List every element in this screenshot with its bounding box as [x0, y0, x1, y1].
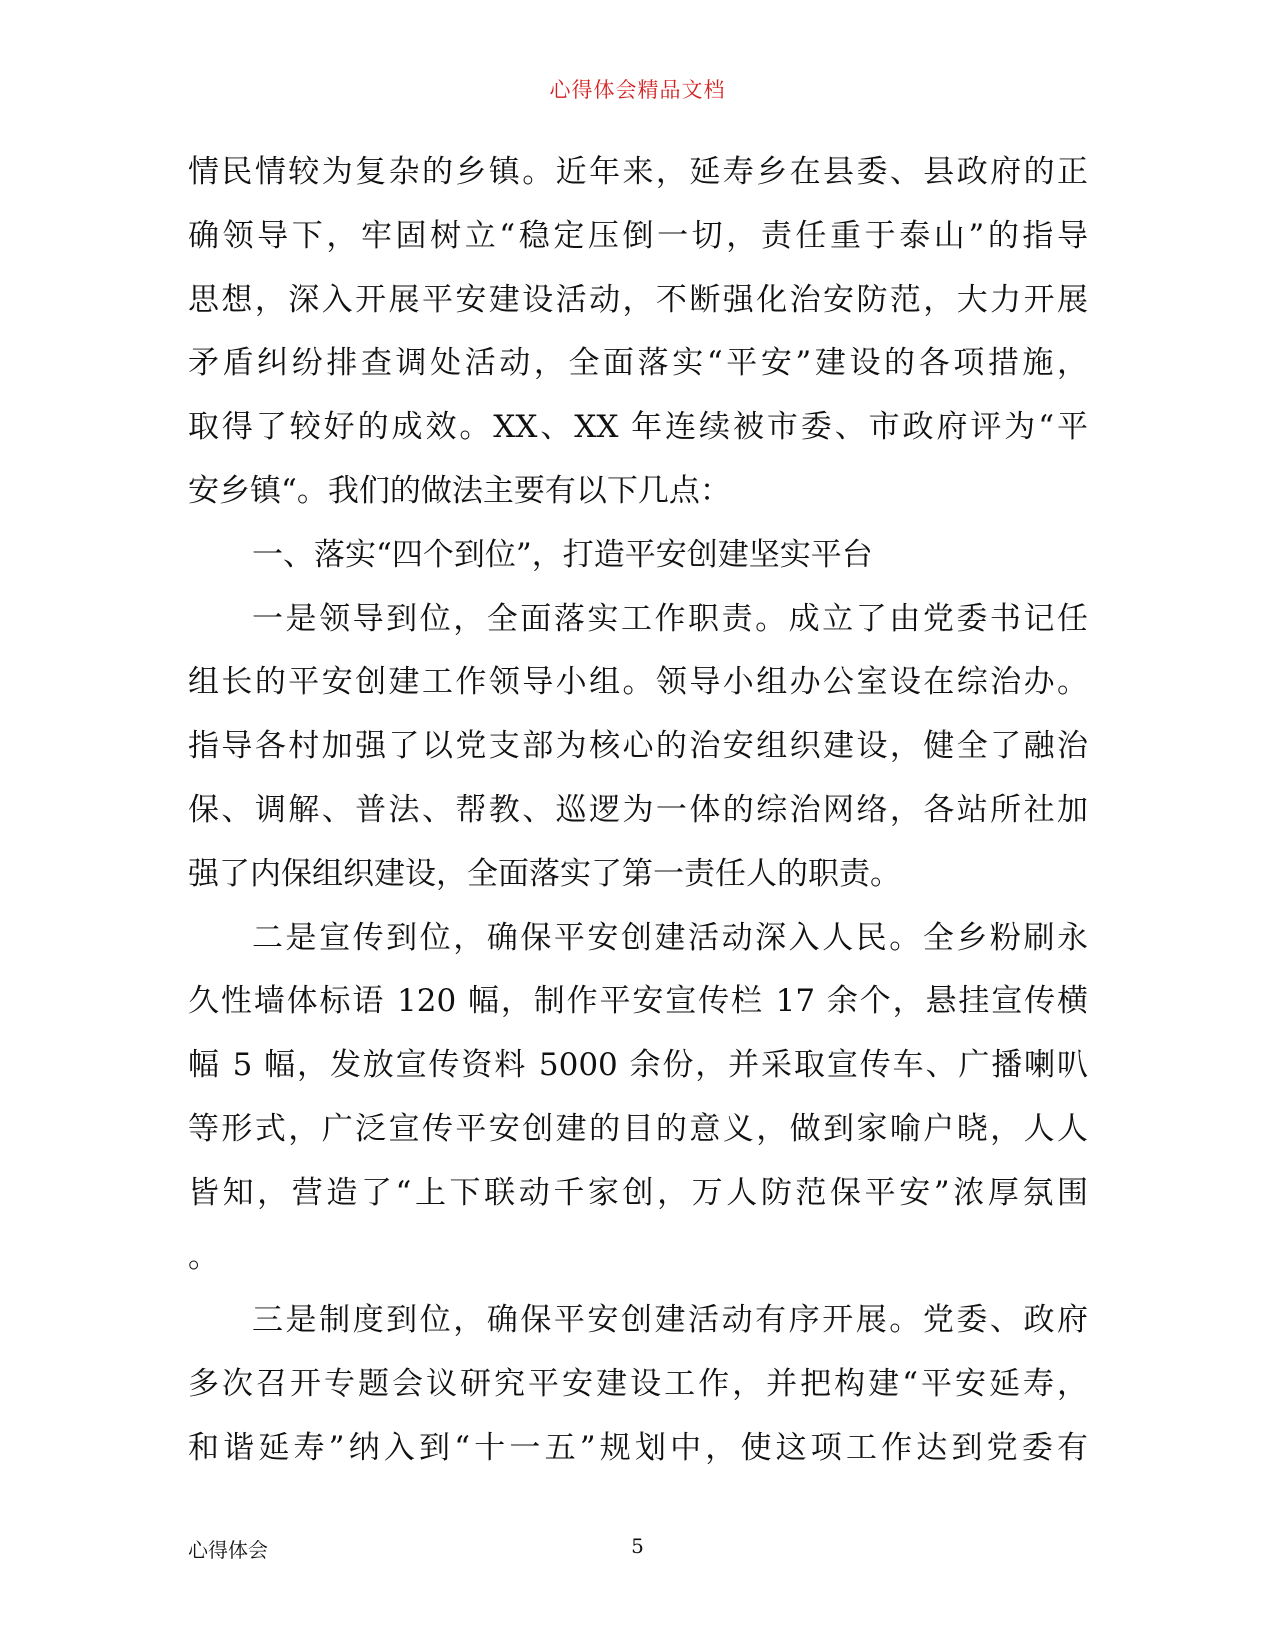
page-number: 5 — [631, 1534, 644, 1558]
text-line: 强了内保组织建设，全面落实了第一责任人的职责。 — [188, 855, 901, 892]
page-header-title: 心得体会精品文档 — [549, 78, 726, 102]
text-line: 指导各村加强了以党支部为核心的治安组织建设，健全了融治 — [188, 728, 1088, 765]
text-line: 久性墙体标语 120 幅，制作平安宣传栏 17 余个，悬挂宣传横 — [188, 983, 1088, 1020]
document-body — [188, 141, 1088, 1481]
text-line: 等形式，广泛宣传平安创建的目的意义，做到家喻户晓，人人 — [188, 1110, 1088, 1147]
text-line: 幅 5 幅，发放宣传资料 5000 余份，并采取宣传车、广播喇叭 — [188, 1047, 1088, 1084]
text-line: 多次召开专题会议研究平安建设工作，并把构建“平安延寿， — [188, 1366, 1088, 1403]
text-line: 保、调解、普法、帮教、巡逻为一体的综治网络，各站所社加 — [188, 791, 1088, 828]
text-line: 。 — [188, 1238, 219, 1275]
section-heading: 一、落实“四个到位”，打造平安创建坚实平台 — [252, 536, 873, 573]
text-line: 矛盾纠纷排查调处活动，全面落实“平安”建设的各项措施， — [188, 345, 1088, 382]
text-line: 情民情较为复杂的乡镇。近年来，延寿乡在县委、县政府的正 — [188, 154, 1088, 190]
text-line: 安乡镇“。我们的做法主要有以下几点： — [188, 472, 731, 509]
footer-label: 心得体会 — [188, 1538, 268, 1562]
text-line: 皆知，营造了“上下联动千家创，万人防范保平安”浓厚氛围 — [188, 1174, 1088, 1211]
text-line: 思想，深入开展平安建设活动，不断强化治安防范，大力开展 — [188, 281, 1088, 318]
text-line: 二是宣传到位，确保平安创建活动深入人民。全乡粉刷永 — [252, 919, 1088, 956]
text-line: 组长的平安创建工作领导小组。领导小组办公室设在综治办。 — [188, 664, 1088, 701]
text-line: 确领导下，牢固树立“稳定压倒一切，责任重于泰山”的指导 — [188, 217, 1088, 254]
text-line: 三是制度到位，确保平安创建活动有序开展。党委、政府 — [252, 1302, 1088, 1339]
text-line: 取得了较好的成效。XX、XX 年连续被市委、市政府评为“平 — [188, 409, 1088, 446]
text-line: 一是领导到位，全面落实工作职责。成立了由党委书记任 — [252, 600, 1088, 637]
text-line: 和谐延寿”纳入到“十一五”规划中，使这项工作达到党委有 — [188, 1429, 1088, 1466]
